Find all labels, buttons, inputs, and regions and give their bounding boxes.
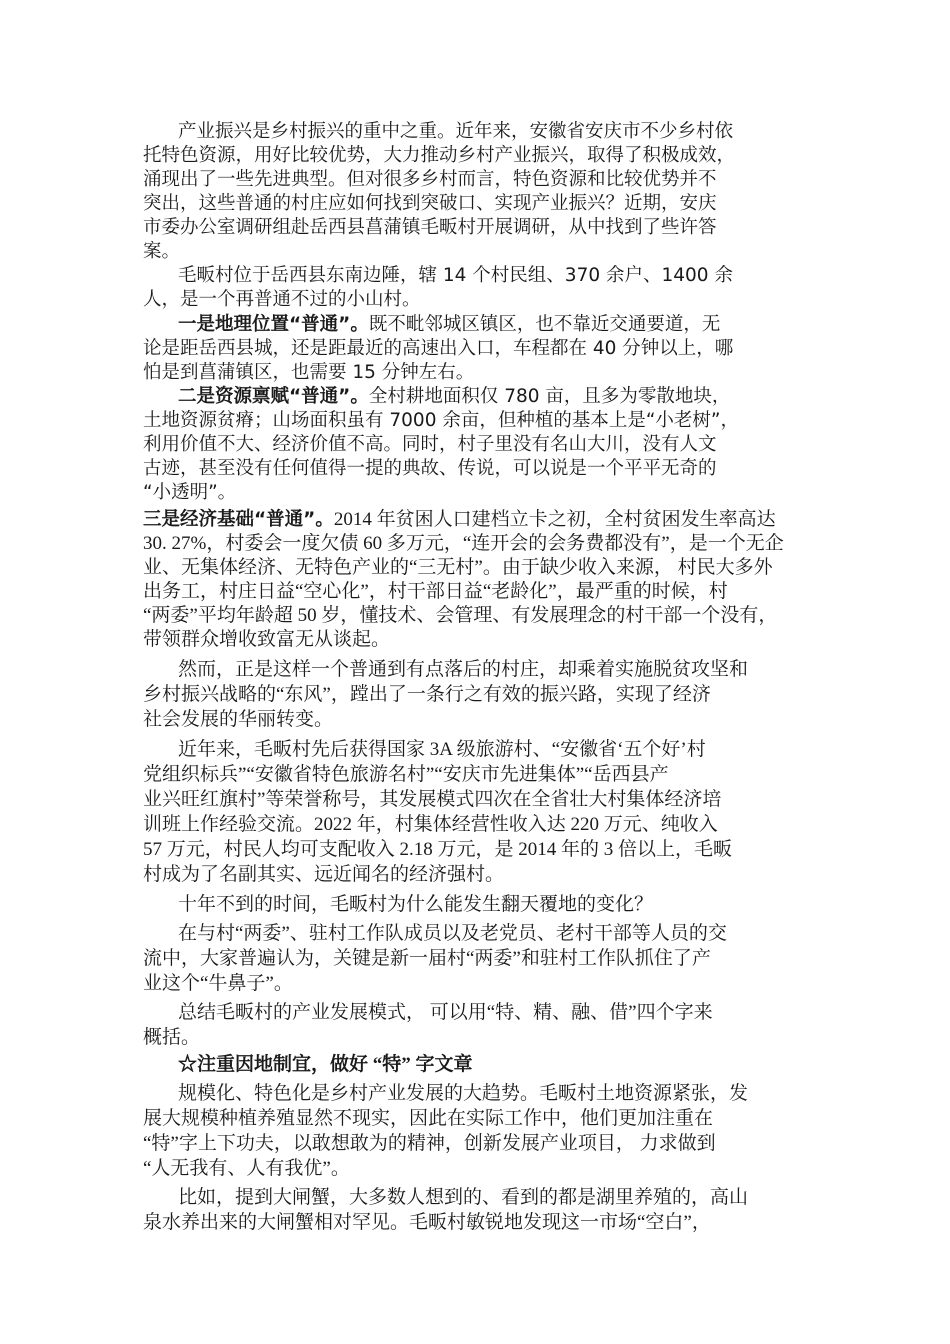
paragraph-5-line-2: 30. 27%，村委会一度欠债 60 多万元，“连开会的会务费都没有”，是一个无企 xyxy=(143,533,784,554)
paragraph-7-line-4: 训班上作经验交流。2022 年，村集体经营性收入达 220 万元、纯收入 xyxy=(143,814,718,835)
paragraph-3-line-3: 怕是到菖蒲镇区，也需要 15 分钟左右。 xyxy=(143,362,475,383)
paragraph-10-line-1: 总结毛畈村的产业发展模式， 可以用“特、精、融、借”四个字来 xyxy=(178,1002,713,1023)
paragraph-3-line-2: 论是距岳西县城，还是距最近的高速出入口，车程都在 40 分钟以上，哪 xyxy=(143,338,734,359)
paragraph-4-line-2: 土地资源贫瘠；山场面积虽有 7000 余亩，但种植的基本上是“小老树”， xyxy=(143,410,740,431)
paragraph-3-text: 既不毗邻城区镇区，也不靠近交通要道，无 xyxy=(368,314,721,335)
paragraph-7-line-3: 业兴旺红旗村”等荣誉称号，其发展模式四次在全省壮大村集体经济培 xyxy=(143,789,722,810)
paragraph-1-line-3: 涌现出了一些先进典型。但对很多乡村而言，特色资源和比较优势并不 xyxy=(143,169,717,190)
paragraph-4-line-1 xyxy=(178,385,730,409)
paragraph-4-line-5: “小透明”。 xyxy=(143,482,237,503)
section-heading-geography: 一是地理位置“普通”。 xyxy=(178,314,369,335)
paragraph-2-line-2: 人，是一个再普通不过的小山村。 xyxy=(143,289,421,310)
paragraph-9-line-1: 在与村“两委”、驻村工作队成员以及老党员、老村干部等人员的交 xyxy=(178,923,727,944)
paragraph-11-line-2: 展大规模种植养殖显然不现实，因此在实际工作中，他们更加注重在 xyxy=(143,1108,714,1129)
paragraph-11-line-1: 规模化、特色化是乡村产业发展的大趋势。毛畈村土地资源紧张，发 xyxy=(178,1083,749,1104)
paragraph-1-line-6: 案。 xyxy=(143,241,181,262)
paragraph-6-line-2: 乡村振兴战略的“东风”，蹚出了一条行之有效的振兴路，实现了经济 xyxy=(143,684,711,705)
paragraph-9-line-3: 业这个“牛鼻子”。 xyxy=(143,973,293,994)
section-heading-economy: 三是经济基础“普通”。 xyxy=(143,509,334,530)
paragraph-5-text: 2014 年贫困人口建档立卡之初，全村贫困发生率高达 xyxy=(333,509,776,530)
paragraph-9-line-2: 流中，大家普遍认为，关键是新一届村“两委”和驻村工作队抓住了产 xyxy=(143,948,711,969)
section-heading-special: ☆注重因地制宜，做好 “特” 字文章 xyxy=(178,1054,473,1075)
paragraph-2-line-1: 毛畈村位于岳西县东南边陲，辖 14 个村民组、370 余户、1400 余 xyxy=(178,265,733,286)
paragraph-5-line-3: 业、无集体经济、无特色产业的“三无村”。由于缺少收入来源， 村民大多外 xyxy=(143,557,773,578)
paragraph-6-line-1: 然而，正是这样一个普通到有点落后的村庄，却乘着实施脱贫攻坚和 xyxy=(178,659,749,680)
paragraph-4-text: 全村耕地面积仅 780 亩，且多为零散地块， xyxy=(368,386,731,407)
paragraph-12-line-1: 比如，提到大闸蟹，大多数人想到的、看到的都是湖里养殖的，高山 xyxy=(178,1187,749,1208)
paragraph-5-line-6: 带领群众增收致富无从谈起。 xyxy=(143,629,391,650)
paragraph-6-line-3: 社会发展的华丽转变。 xyxy=(143,709,334,730)
paragraph-1-line-2: 托特色资源，用好比较优势，大力推动乡村产业振兴，取得了积极成效， xyxy=(143,145,736,166)
paragraph-7-line-1: 近年来，毛畈村先后获得国家 3A 级旅游村、“安徽省‘五个好’村 xyxy=(178,739,706,760)
paragraph-1-line-1: 产业振兴是乡村振兴的重中之重。近年来，安徽省安庆市不少乡村依 xyxy=(178,121,734,142)
paragraph-7-line-2: 党组织标兵”“安徽省特色旅游名村”“安庆市先进集体”“岳西县产 xyxy=(143,764,669,785)
paragraph-1-line-4: 突出，这些普通的村庄应如何找到突破口、实现产业振兴？近期，安庆 xyxy=(143,193,717,214)
paragraph-1-line-5: 市委办公室调研组赴岳西县菖蒲镇毛畈村开展调研，从中找到了些许答 xyxy=(143,217,717,238)
paragraph-12-line-2: 泉水养出来的大闸蟹相对罕见。毛畈村敏锐地发现这一市场“空白”， xyxy=(143,1212,711,1233)
paragraph-4-line-4: 古迹，甚至没有任何值得一提的典故、传说，可以说是一个平平无奇的 xyxy=(143,458,717,479)
paragraph-7-line-6: 村成为了名副其实、远近闻名的经济强村。 xyxy=(143,864,505,885)
paragraph-3-line-1 xyxy=(178,313,720,337)
paragraph-5-line-4: 出务工，村庄日益“空心化”，村干部日益“老龄化”，最严重的时候，村 xyxy=(143,581,728,602)
paragraph-10-line-2: 概括。 xyxy=(143,1027,201,1048)
section-heading-resources: 二是资源禀赋“普通”。 xyxy=(178,386,369,407)
paragraph-4-line-3: 利用价值不大、经济价值不高。同时，村子里没有名山大川，没有人文 xyxy=(143,434,717,455)
paragraph-5-line-1 xyxy=(143,508,776,532)
paragraph-11-line-4: “人无我有、人有我优”。 xyxy=(143,1158,350,1179)
paragraph-8-line-1: 十年不到的时间，毛畈村为什么能发生翻天覆地的变化？ xyxy=(178,894,654,915)
paragraph-11-line-3: “特”字上下功夫，以敢想敢为的精神，创新发展产业项目， 力求做到 xyxy=(143,1133,716,1154)
paragraph-5-line-5: “两委”平均年龄超 50 岁，懂技术、会管理、有发展理念的村干部一个没有， xyxy=(143,605,778,626)
paragraph-7-line-5: 57 万元，村民人均可支配收入 2.18 万元，是 2014 年的 3 倍以上，毛畈 xyxy=(143,839,733,860)
